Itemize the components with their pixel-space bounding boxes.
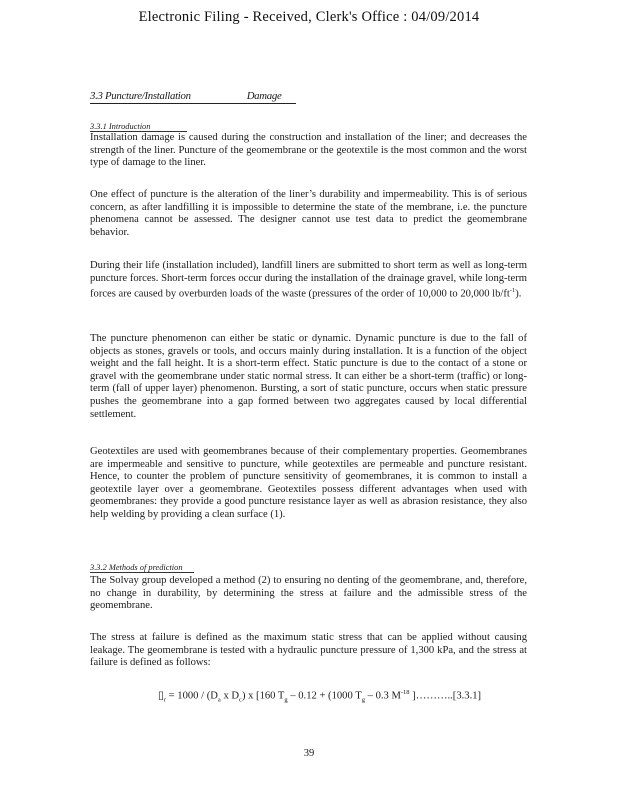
paragraph-1: Installation damage is caused during the construction and installation of the liner; and decreases the strength of the liner. Puncture of the geomembrane or the geotextile is the most common and the worst type of damage to the liner. [90,132,527,169]
paragraph-3-end: ). [515,288,522,300]
formula-sub-g1: g [284,696,288,704]
filing-header: Electronic Filing - Received, Clerk's Office : 04/09/2014 [138,9,480,25]
formula-sub-g2: g [361,696,365,704]
formula-part-6: ]………..[3.3.1] [409,690,482,702]
section-number: 3.3 [90,90,103,102]
subsection-heading-methods: 3.3.2 Methods of prediction [90,563,194,573]
formula-symbol: ▯ [158,690,164,702]
paragraph-3-text: During their life (installation included), landfill liners are submitted to short term as well as long-term puncture forces. Short-term forces occur during the installation of the drainage gravel, while long-term forces are caused by overburden loads of the waste (pressures of the order of 10,000 to 20,000 lb/ft [90,260,527,300]
formula-sup-exponent: -18 [400,689,410,696]
equation-3-3-1 [158,689,518,704]
formula-part-4: – 0.12 + (1000 T [287,690,362,702]
section-title [90,90,296,104]
paragraph-5: Geotextiles are used with geomembranes because of their complementary properties. Geomembranes are impermeable and sensitive to puncture, while geotextiles are permeable and puncture resistant. Hence, to counter the problem of puncture sensitivity of geomembranes, it is common to install a geotextile layer over a geomembrane. Geotextiles possess different advantages when used with geomembranes: they provide a good puncture resistance layer as well as abrasion resistance, they also help welding by providing a clean surface (1). [90,446,527,520]
formula-part-3: ) x [160 T [241,690,285,702]
formula-sub-r: r [163,696,167,704]
paragraph-3 [90,260,527,301]
superscript-exponent: -1 [509,287,516,295]
paragraph-6: The Solvay group developed a method (2) to ensuring no denting of the geomembrane, and, therefore, no change in durability, by determining the stress at failure and the admissible stress of the geomembrane. [90,575,527,612]
section-title-part-a: Puncture/Installation [105,90,191,102]
formula-part-2: x D [220,690,240,702]
page-number: 39 [303,748,315,759]
paragraph-7: The stress at failure is defined as the maximum static stress that can be applied without causing leakage. The geomembrane is tested with a hydraulic puncture pressure of 1,300 kPa, and the stress at failure is defined as follows: [90,632,527,669]
paragraph-2: One effect of puncture is the alteration of the liner’s durability and impermeability. This is of serious concern, as after landfilling it is impossible to determine the state of the membrane, i.e. the puncture phenomena cannot be assessed. The designer cannot use test data to predict the geomembrane behavior. [90,189,527,238]
paragraph-4: The puncture phenomenon can either be static or dynamic. Dynamic puncture is due to the fall of objects as stones, gravels or tools, and occurs mainly during installation. It is a function of the object weight and the fall height. It is a short-term effect. Static puncture is due to the contact of a stone or gravel with the geomembrane under static normal stress. It can either be a short-term (traffic) or long-term (fall of upper layer) phenomenon. Bursting, a sort of static puncture, occurs when static pressure pushes the geomembrane into a gap formed between two aggregates caused by local differential settlement. [90,333,527,420]
formula-sub-a: a [217,696,221,704]
formula-part-5: – 0.3 M [364,690,401,702]
section-title-part-b: Damage [246,90,282,102]
formula-sub-c: c [239,696,242,704]
formula-part-1: = 1000 / (D [166,690,218,702]
subsection-heading-introduction: 3.3.1 Introduction [90,122,187,132]
